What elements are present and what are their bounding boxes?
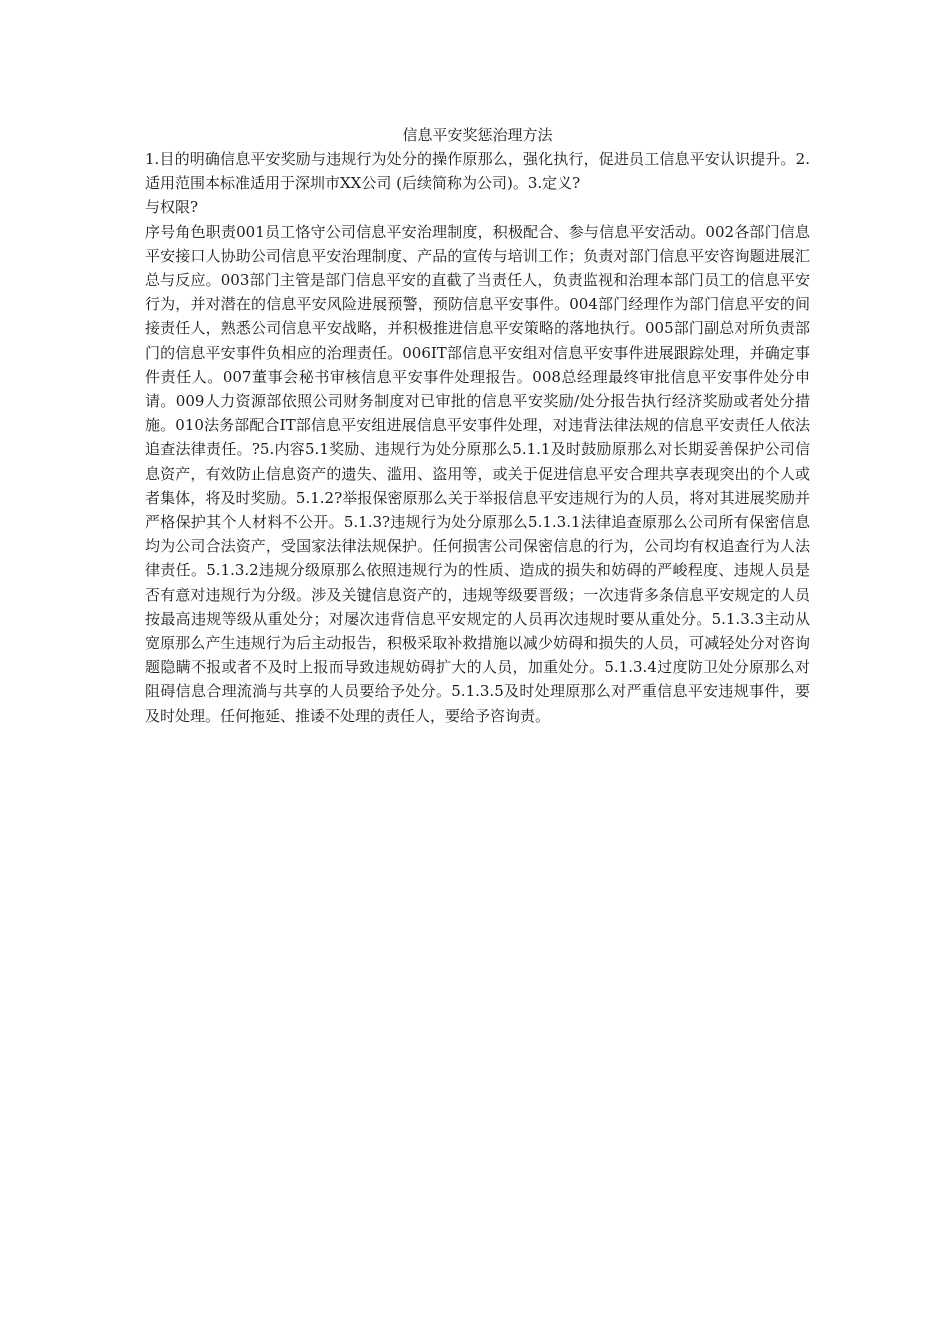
document-body bbox=[145, 123, 810, 728]
paragraph-authority-heading: 与权限? bbox=[145, 198, 199, 217]
paragraph-roles-content: 序号角色职责001员工恪守公司信息平安治理制度，积极配合、参与信息平安活动。002各部门信息平安接口人协助公司信息平安治理制度、产品的宣传与培训工作；负责对部门信息平安咨询题进展汇总与反应。003部门主管是部门信息平安的直截了当责任人，负责监视和治理本部门员工的信息平安行为，并对潜在的信息平安风险进展预警，预防信息平安事件。004部门经理作为部门信息平安的间接责任人，熟悉公司信息平安战略，并积极推进信息平安策略的落地执行。005部门副总对所负责部门的信息平安事件负相应的治理责任。006IT部信息平安组对信息平安事件进展跟踪处理，并确定事件责任人。007董事会秘书审核信息平安事件处理报告。008总经理最终审批信息平安事件处分申请。009人力资源部依照公司财务制度对已审批的信息平安奖励/处分报告执行经济奖励或者处分措施。010法务部配合IT部信息平安组进展信息平安事件处理，对违背法律法规的信息平安责任人依法追查法律责任。?5.内容5.1奖励、违规行为处分原那么5.1.1及时鼓励原那么对长期妥善保护公司信息资产，有效防止信息资产的遗失、滥用、盗用等，或关于促进信息平安合理共享表现突出的个人或者集体，将及时奖励。5.1.2?举报保密原那么关于举报信息平安违规行为的人员，将对其进展奖励并严格保护其个人材料不公开。5.1.3?违规行为处分原那么5.1.3.1法律追查原那么公司所有保密信息均为公司合法资产，受国家法律法规保护。任何损害公司保密信息的行为，公司均有权追查行为人法律责任。5.1.3.2违规分级原那么依照违规行为的性质、造成的损失和妨碍的严峻程度、违规人员是否有意对违规行为分级。涉及关键信息资产的，违规等级要晋级；一次违背多条信息平安规定的人员按最高违规等级从重处分；对屡次违背信息平安规定的人员再次违规时要从重处分。5.1.3.3主动从宽原那么产生违规行为后主动报告，积极采取补救措施以减少妨碍和损失的人员，可减轻处分对咨询题隐瞒不报或者不及时上报而导致违规妨碍扩大的人员，加重处分。5.1.3.4过度防卫处分原那么对阻碍信息合理流淌与共享的人员要给予处分。5.1.3.5及时处理原那么对严重信息平安违规事件，要及时处理。任何拖延、推诿不处理的责任人，要给予咨询责。 bbox=[145, 222, 810, 725]
paragraph-purpose-scope: 1.目的明确信息平安奖励与违规行为处分的操作原那么，强化执行，促进员工信息平安认识提升。2.适用范围本标准适用于深圳市XX公司 (后续简称为公司)。3.定义? bbox=[145, 150, 810, 193]
document-title: 信息平安奖惩治理方法 bbox=[402, 126, 553, 144]
